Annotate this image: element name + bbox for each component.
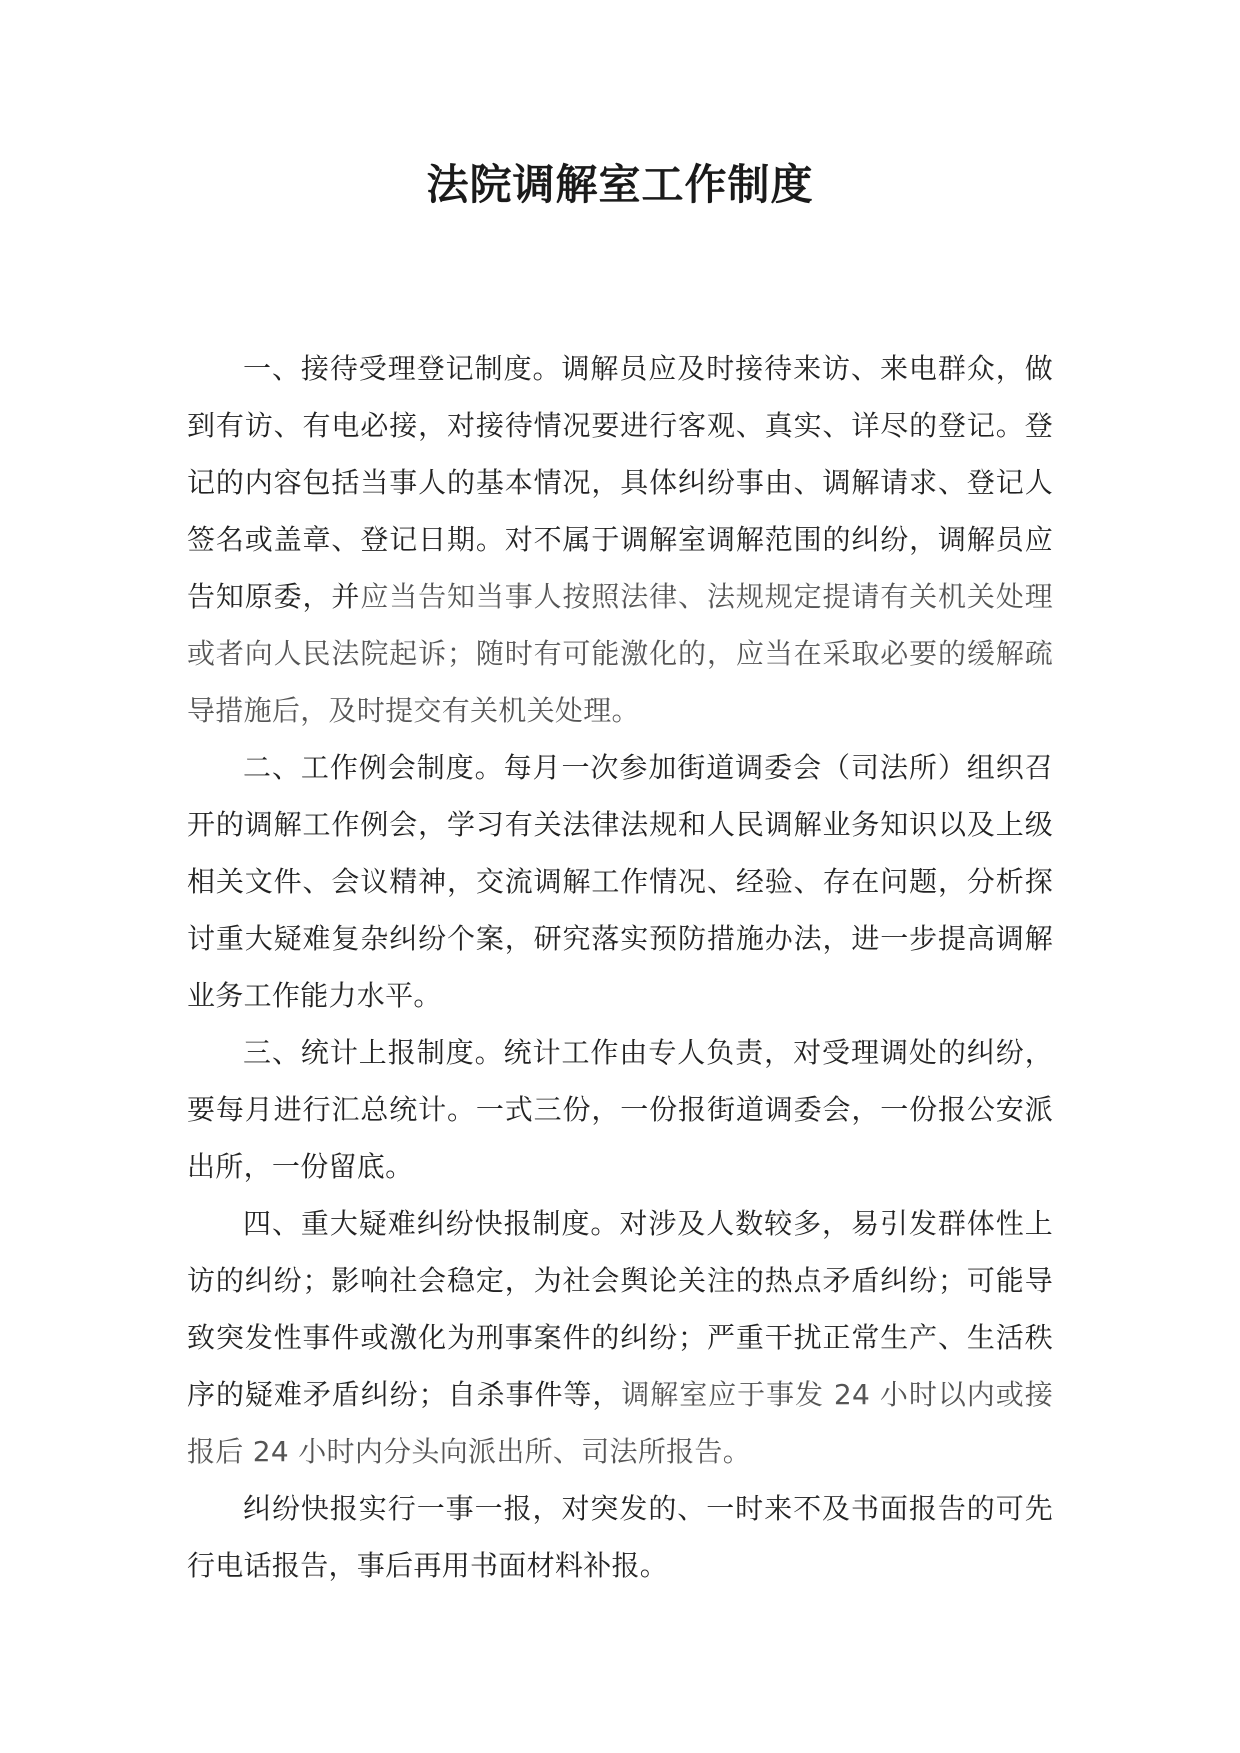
paragraph-text-continued: 调解室应于事发 24 小时以内或接报后 24 小时内分头向派出所、司法所报告。 — [187, 1378, 1053, 1468]
paragraph-quick-report-note — [187, 1480, 1053, 1594]
document-body — [187, 340, 1053, 1594]
paragraph-text: 一、接待受理登记制度。调解员应及时接待来访、来电群众，做到有访、有电必接，对接待情况要进行客观、真实、详尽的登记。登记的内容包括当事人的基本情况，具体纠纷事由、调解请求、登记人签名或盖章、登记日期。对不属于调解室调解范围的纠纷，调解员应告知原委，并 — [187, 352, 1053, 613]
paragraph-reception-registration — [187, 340, 1053, 739]
paragraph-work-meeting — [187, 739, 1053, 1024]
paragraph-text: 纠纷快报实行一事一报，对突发的、一时来不及书面报告的可先行电话报告，事后再用书面材料补报。 — [187, 1492, 1053, 1582]
page-title: 法院调解室工作制度 — [426, 160, 814, 209]
paragraph-text: 三、统计上报制度。统计工作由专人负责，对受理调处的纠纷，要每月进行汇总统计。一式三份，一份报街道调委会，一份报公安派出所，一份留底。 — [187, 1036, 1053, 1183]
paragraph-statistics-report — [187, 1024, 1053, 1195]
paragraph-text: 四、重大疑难纠纷快报制度。对涉及人数较多，易引发群体性上访的纠纷；影响社会稳定，为社会舆论关注的热点矛盾纠纷；可能导致突发性事件或激化为刑事案件的纠纷；严重干扰正常生产、生活秩序的疑难矛盾纠纷；自杀事件等， — [187, 1207, 1053, 1411]
paragraph-text-continued: 应当告知当事人按照法律、法规规定提请有关机关处理或者向人民法院起诉；随时有可能激化的，应当在采取必要的缓解疏导措施后，及时提交有关机关处理。 — [187, 580, 1054, 727]
paragraph-urgent-report — [187, 1195, 1053, 1480]
paragraph-text: 二、工作例会制度。每月一次参加街道调委会（司法所）组织召开的调解工作例会，学习有关法律法规和人民调解业务知识以及上级相关文件、会议精神，交流调解工作情况、经验、存在问题，分析探讨重大疑难复杂纠纷个案，研究落实预防措施办法，进一步提高调解业务工作能力水平。 — [187, 751, 1053, 1012]
